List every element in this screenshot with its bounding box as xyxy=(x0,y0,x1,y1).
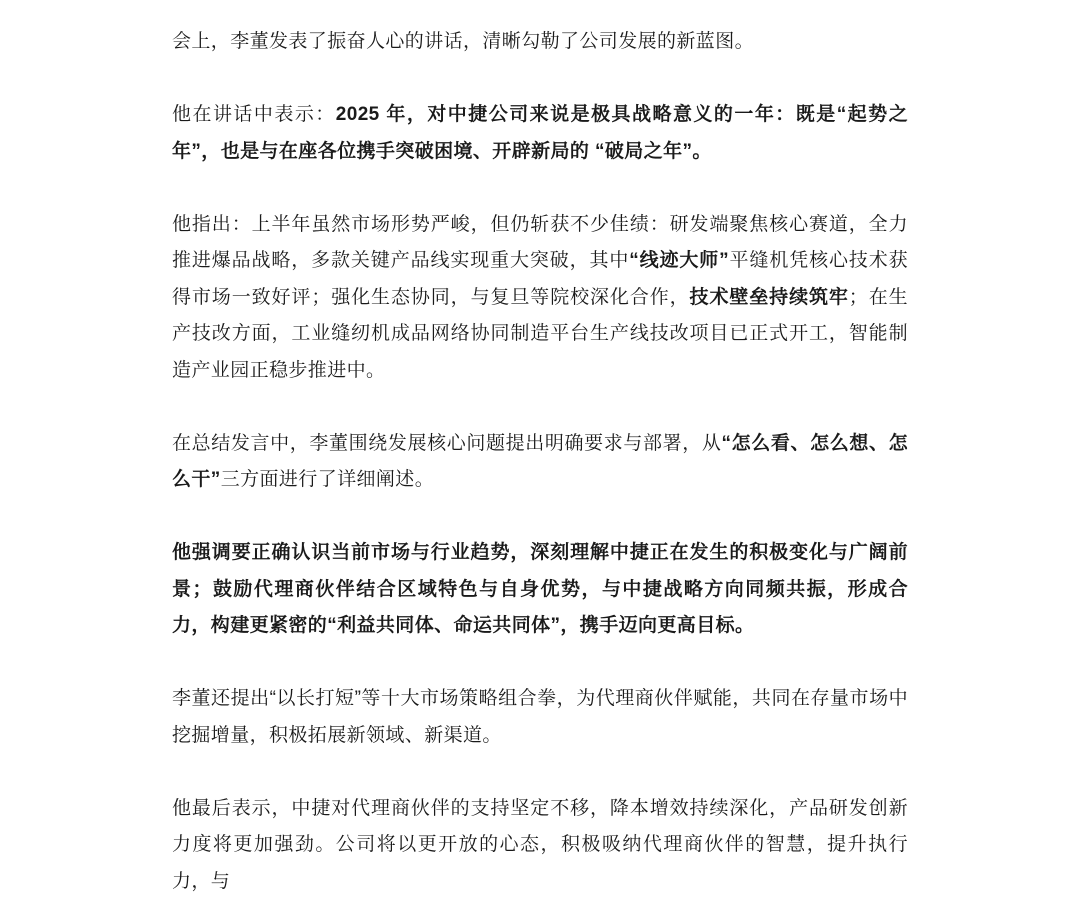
paragraph xyxy=(172,426,908,499)
text-segment: 李董还提出“以长打短”等十大市场策略组合拳，为代理商伙伴赋能，共同在存量市场中挖掘增量，积极拓展新领域、新渠道。 xyxy=(172,688,908,746)
paragraph xyxy=(172,681,908,754)
bold-text-segment: 技术壁垒持续筑牢 xyxy=(690,287,849,308)
article-body xyxy=(172,0,908,900)
text-segment: 平缝机凭核心技术获得市场一致好评；强化生态协同，与复旦等院校深化合作， xyxy=(172,250,908,308)
bold-text-segment: “线迹大师” xyxy=(629,250,729,271)
paragraph xyxy=(172,207,908,390)
text-segment: 三方面进行了详细阐述。 xyxy=(221,469,434,490)
text-segment: 会上，李董发表了振奋人心的讲话，清晰勾勒了公司发展的新蓝图。 xyxy=(172,31,754,52)
text-segment: 他在讲话中表示： xyxy=(172,104,336,125)
bold-text-segment: “怎么看、怎么想、怎么干” xyxy=(172,433,908,491)
paragraph xyxy=(172,24,908,61)
text-segment: 在总结发言中，李董围绕发展核心问题提出明确要求与部署，从 xyxy=(172,433,721,454)
bold-text-segment: 2025 年，对中捷公司来说是极具战略意义的一年：既是“起势之年”，也是与在座各位携手突破困境、开辟新局的 “破局之年”。 xyxy=(172,104,908,162)
text-segment: 他最后表示，中捷对代理商伙伴的支持坚定不移，降本增效持续深化，产品研发创新力度将更加强劲。公司将以更开放的心态，积极吸纳代理商伙伴的智慧，提升执行力，与 xyxy=(172,798,908,892)
paragraph xyxy=(172,97,908,170)
text-segment: 他指出：上半年虽然市场形势严峻，但仍斩获不少佳绩：研发端聚焦核心赛道，全力推进爆品战略，多款关键产品线实现重大突破，其中 xyxy=(172,214,908,272)
text-segment: ；在生产技改方面，工业缝纫机成品网络协同制造平台生产线技改项目已正式开工，智能制造产业园正稳步推进中。 xyxy=(172,287,908,381)
paragraph xyxy=(172,535,908,645)
paragraph xyxy=(172,791,908,900)
bold-text-segment: 他强调要正确认识当前市场与行业趋势，深刻理解中捷正在发生的积极变化与广阔前景；鼓励代理商伙伴结合区域特色与自身优势，与中捷战略方向同频共振，形成合力，构建更紧密的“利益共同体、命运共同体”，携手迈向更高目标。 xyxy=(172,542,908,636)
